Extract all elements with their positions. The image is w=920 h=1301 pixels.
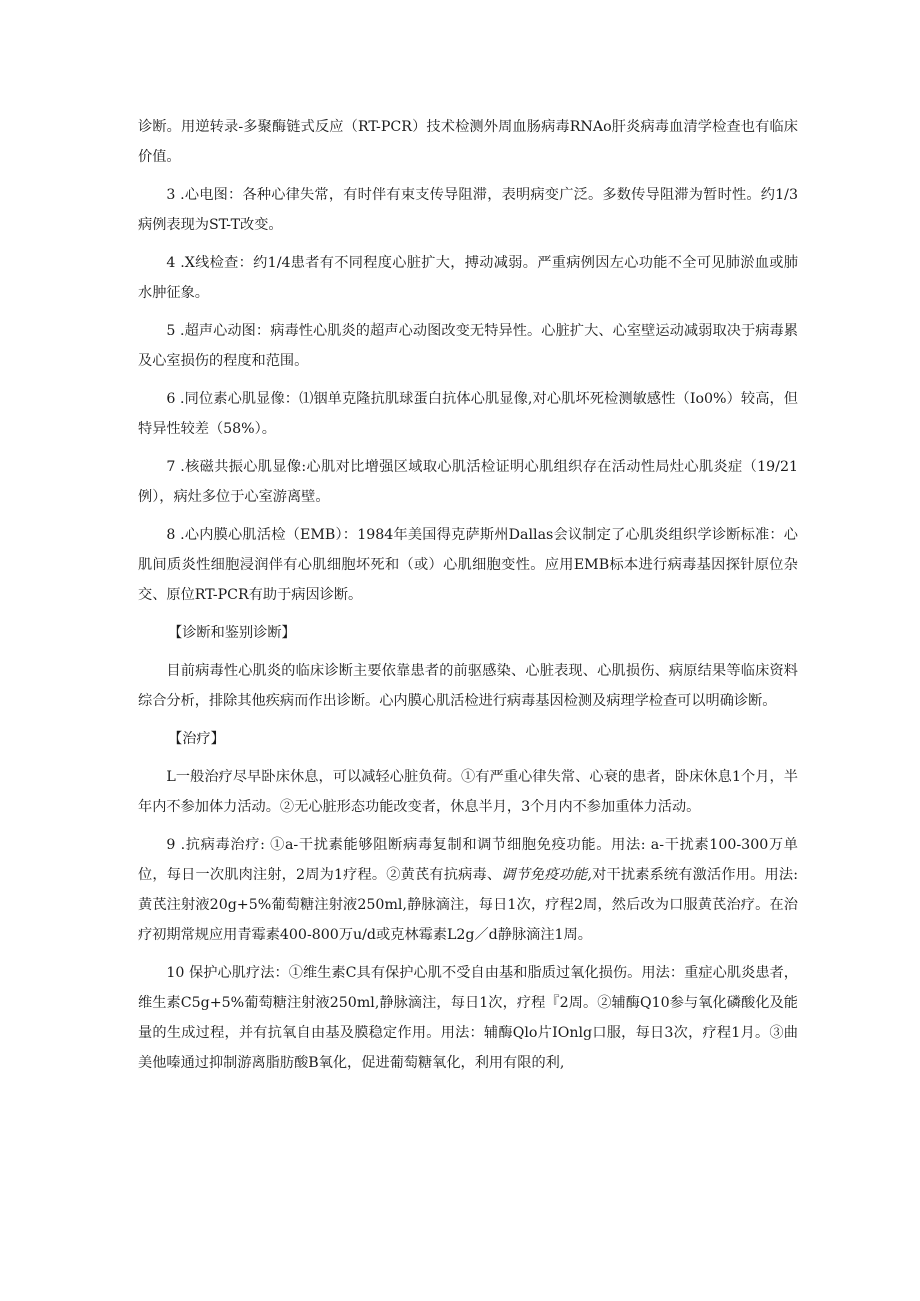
document-body: [138, 112, 798, 1086]
paragraph-ecg: 3 .心电图：各种心律失常，有时伴有束支传导阻滞，表明病变广泛。多数传导阻滞为暂时性。约1/3病例表现为ST-T改变。: [138, 187, 798, 233]
paragraph-isotope-imaging: 6 .同位素心肌显像：⑴铟单克隆抗肌球蛋白抗体心肌显像,对心肌坏死检测敏感性（Io0%）较高，但特异性较差（58%）。: [138, 391, 798, 437]
paragraph-myocardial-protection: 10 保护心肌疗法：①维生素C具有保护心肌不受自由基和脂质过氧化损伤。用法：重症心肌炎患者，维生素C5g+5%葡萄糖注射液250ml,静脉滴注，每日1次，疗程『2周。②辅酶Q10参与氧化磷酸化及能量的生成过程，并有抗氧自由基及膜稳定作用。用法：辅酶Qlo片IOnlg口服，每日3次，疗程1月。③曲美他嗪通过抑制游离脂肪酸B氧化，促进葡萄糖氧化，利用有限的利,: [138, 965, 798, 1071]
antiviral-text-part-1: 9 .抗病毒治疗: ①a-干扰素能够阻断病毒复制和调节细胞免疫功能。用法: a-干扰素100-300万单位，每日一次肌肉注射，2周为1疗程。②黄芪有抗病毒、: [138, 837, 798, 883]
paragraph-diagnosis: 目前病毒性心肌炎的临床诊断主要依靠患者的前驱感染、心脏表现、心肌损伤、病原结果等临床资料综合分析，排除其他疾病而作出诊断。心内膜心肌活检进行病毒基因检测及病理学检查可以明确诊断。: [138, 663, 798, 709]
section-heading-diagnosis: 【诊断和鉴别诊断】: [168, 625, 296, 641]
paragraph-antiviral-treatment: [138, 830, 798, 950]
paragraph-general-treatment: L一般治疗尽早卧床休息，可以减轻心脏负荷。①有严重心律失常、心衰的患者，卧床休息1个月，半年内不参加体力活动。②无心脏形态功能改变者，休息半月，3个月内不参加重体力活动。: [138, 769, 798, 815]
paragraph-endomyocardial-biopsy: 8 .心内膜心肌活检（EMB）：1984年美国得克萨斯州Dallas会议制定了心肌炎组织学诊断标准：心肌间质炎性细胞浸润伴有心肌细胞坏死和（或）心肌细胞变性。应用EMB标本进行病毒基因探针原位杂交、原位RT-PCR有助于病因诊断。: [138, 527, 798, 603]
paragraph-mri-imaging: 7 .核磁共振心肌显像:心肌对比增强区域取心肌活检证明心肌组织存在活动性局灶心肌炎症（19/21例），病灶多位于心室游离壁。: [138, 459, 798, 505]
section-heading-treatment: 【治疗】: [168, 731, 225, 747]
paragraph-diagnosis-continued: 诊断。用逆转录-多聚酶链式反应（RT-PCR）技术检测外周血肠病毒RNAo肝炎病毒血清学检查也有临床价值。: [138, 119, 798, 165]
antiviral-text-italic: 调节免疫功能,: [501, 867, 592, 883]
paragraph-echocardiogram: 5 .超声心动图：病毒性心肌炎的超声心动图改变无特异性。心脏扩大、心室壁运动减弱取决于病毒累及心室损伤的程度和范围。: [138, 323, 798, 369]
paragraph-xray: 4 .X线检查：约1/4患者有不同程度心脏扩大，搏动减弱。严重病例因左心功能不全可见肺淤血或肺水肿征象。: [138, 255, 798, 301]
antiviral-text-part-2: 对干扰素系统有激活作用。用法:黄芪注射液20g+5%葡萄糖注射液250ml,静脉滴注，每日1次，疗程2周，然后改为口服黄芪治疗。在治疗初期常规应用青霉素400-800万u/d或克林霉素L2g／d静脉滴注1周。: [138, 867, 799, 943]
